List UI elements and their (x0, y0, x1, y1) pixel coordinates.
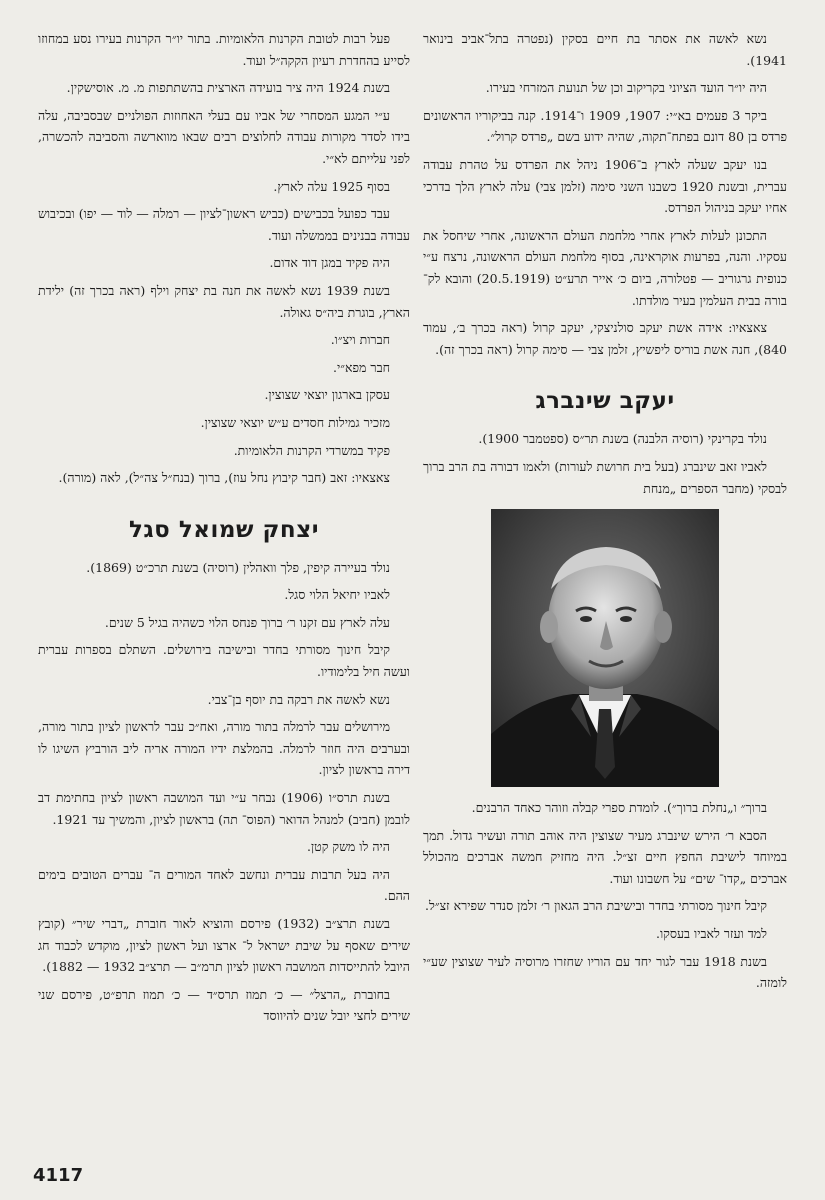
page-number: 4117 (33, 1165, 84, 1186)
left-intro-text (38, 28, 410, 489)
paragraph: עסקן בארגון יוצאי שצוצין. (264, 387, 390, 403)
paragraph: היה לו משק קטן. (307, 839, 390, 855)
paragraph: התכונן לעלות לארץ אחרי מלחמת העולם הראשונה, אחרי שיחסל את עסקיו. והנה, בפרעות אוקראינה, בסוף מלחמת העולם הראשונה, נרצח ע״י כנופית גרגוריב — פטלורה, ביום כ׳ אייר תרע״ט (20.5.1919) והובא לק־ בורה בבית העלמין בעיר מולדתו. (423, 227, 787, 308)
right-column (423, 28, 787, 994)
paragraph: ביקר 3 פעמים בא״י: 1907, 1909 ו־1914. קנה בביקוריו הראשונים פרדס בן 80 דונם בפתח־תקוה, שהיה ידוע בשם „פרדס קרול״. (423, 107, 787, 145)
paragraph: צאצאיו: אידה אשת יעקב סולניצקי, יעקב קרול (ראה בכרך ב׳, עמוד 840), חנה אשת בוריס ליפשיץ, זלמן צבי — סימה קרול (ראה בכרך זה). (423, 320, 787, 357)
paragraph: לאביו זאב שינברג (בעל בית חרושת לעורות) ולאמו דבורה בת הרב ברוך לבסקי (מחבר הספרים „מנחת (423, 458, 787, 496)
right-intro-text (423, 28, 787, 360)
paragraph: הסבא ר׳ הירש שינברג מעיר שצוצין היה אוהב תורה ועשיר גדול. תמך במיוחד לישיבת החפץ חיים זצ״ל. היה מחזיק חמשה אברכים מהכולל אברכים „קדו־ שים״ על חשבונו ועוד. (423, 827, 787, 886)
paragraph: פקיד במשרדי הקרנות הלאומיות. (233, 442, 390, 458)
paragraph: בשנת 1939 נשא לאשה את חנה בת יצחק וילף (ראה בכרך זה) ילידת הארץ, בוגרת ביה״ס גאולה. (38, 282, 410, 320)
paragraph: קיבל חינוך מסורתי בחדר ובישיבה בירושלים. השתלם בספרות עברית ועשה חיל בלימודיו. (38, 642, 410, 680)
paragraph: נולד בעיירה קיפין, פלך וואהלין (רוסיה) בשנת תרכ״ט (1869). (86, 559, 390, 575)
left-column (38, 28, 410, 1027)
portrait-image (491, 509, 719, 787)
paragraph: בנו יעקב שעלה לארץ ב־1906 ניהל את הפרדס על טהרת עבודה עברית, ובשנת 1920 כשבנו השני סימה (זלמן צבי) עלה לארץ הלך בדרכי אחיו יעקב בניהול הפרדס. (423, 156, 788, 216)
paragraph: פעל רבות לטובת הקרנות הלאומיות. בתור יו״ר הקרנות בעירו נסע במחוזו לסייע בהחדרת רעיון הקקה״ל ועוד. (38, 31, 410, 68)
paragraph: חבר מפא״י. (333, 359, 390, 375)
section-title: יצחק שמואל סגל (128, 516, 319, 543)
paragraph: בשנת תרצ״ב (1932) פירסם והוציא לאור חוברת „דברי שיר״ (קובץ שירים שאסף על שיבת ישראל ל־ ארצו ועל ראשון לציון, מוקדש לכבוד חג היובל להתייסדות המושבה ראשון לציון תרמ״ב — תרצ״ב 1932 — 1882). (38, 916, 410, 975)
paragraph: חברות ויצ״ו. (330, 332, 390, 348)
paragraph: היה פקיד במגן דוד אדום. (269, 255, 390, 271)
paragraph: בשנת 1918 עבר לגור יחד עם הוריו שחזרו מרוסיה לעיר שצוצין שע״י לומזה. (423, 953, 787, 991)
paragraph: למד ועזר לאביו בעסקו. (655, 926, 767, 942)
paragraph: היה בעל תרבות עברית ונחשב לאחד המורים ה־ עברים הטובים בימים ההם. (38, 866, 410, 904)
paragraph: ברוך״ ו„נחלת ברוך״). לומדת ספרי קבלה וזוהר כאחד הרבנים. (471, 800, 767, 816)
paragraph: עלה לארץ עם זקנו ר׳ ברוך פנחס הלוי כשהיה בגיל 5 שנים. (104, 614, 390, 630)
paragraph: בחוברת „הרצל״ — כ׳ תמוז תרס״ד — כ׳ תמוז תרפ״ט, פירסם שני שירים לחצי יובל שנים להיווסד (38, 986, 410, 1024)
paragraph: נשא לאשה את רבקה בת יוסף בן־צבי. (207, 691, 390, 707)
paragraph: היה יו״ר הועד הציוני בקריקוב וכן של תנועת המזרחי בעירו. (485, 80, 767, 96)
section-title: יעקב שינברג (535, 388, 675, 415)
paragraph: עבד כפועל בכבישים (כביש ראשון־לציון — רמלה — לוד — יפו) ובכיבוש עבודה בבנינים בממשלה ועוד. (38, 206, 410, 243)
portrait-photo (491, 509, 719, 787)
paragraph: מירושלים עבר לרמלה בתור מורה, ואח״כ עבר לראשון לציון בתור מורה, ובערבים היה חוזר לרמלה. בהמלצת ידיו המורה אריה ליב הורביץ השיגו לו דירה בראשון לציון. (38, 719, 410, 778)
paragraph: בשנת תרס״ו (1906) נבחר ע״י ועד המושבה ראשון לציון בחתימת דב לובמן (חביב) למנהל הדואר (הפוס־ תה) בראשון לציון, והמשיך עד 1921. (38, 790, 410, 827)
paragraph: ע״י המגע המסחרי של אביו עם בעלי האחוזות הפולניים שבסביבה, עלה בידו לסדר מקורות עבודה לחלוצים רבים שבאו מווארשה והסביבה להכשרה, לפני עלייתם לא״י. (38, 107, 410, 166)
paragraph: קיבל חינוך מסורתי בחדר ובישיבת הרב הגאון ר׳ זלמן סנדר שפירא זצ״ל. (425, 898, 767, 914)
paragraph: צאצאיו: זאב (חבר קיבוץ נחל עוז), ברוך (בנח״ל צה״ל), לאה (מורה). (58, 470, 390, 486)
paragraph: בשנת 1924 היה ציר בועידה הארצית בהשתתפות מ. מ. אוסישקין. (66, 80, 390, 96)
paragraph: מזכיר גמילות חסדים ע״ש יוצאי שצוצין. (200, 414, 390, 430)
paragraph: לאביו יחיאל הלוי סגל. (284, 587, 390, 603)
paragraph: נשא לאשה את אסתר בת חיים בסקין (נפטרה בתל־אביב בינואר 1941). (423, 31, 787, 68)
paragraph: נולד בקרינקי (רוסיה הלבנה) בשנת תר״ס (ספטמבר 1900). (478, 431, 767, 447)
paragraph: בסוף 1925 עלה לארץ. (273, 178, 390, 194)
